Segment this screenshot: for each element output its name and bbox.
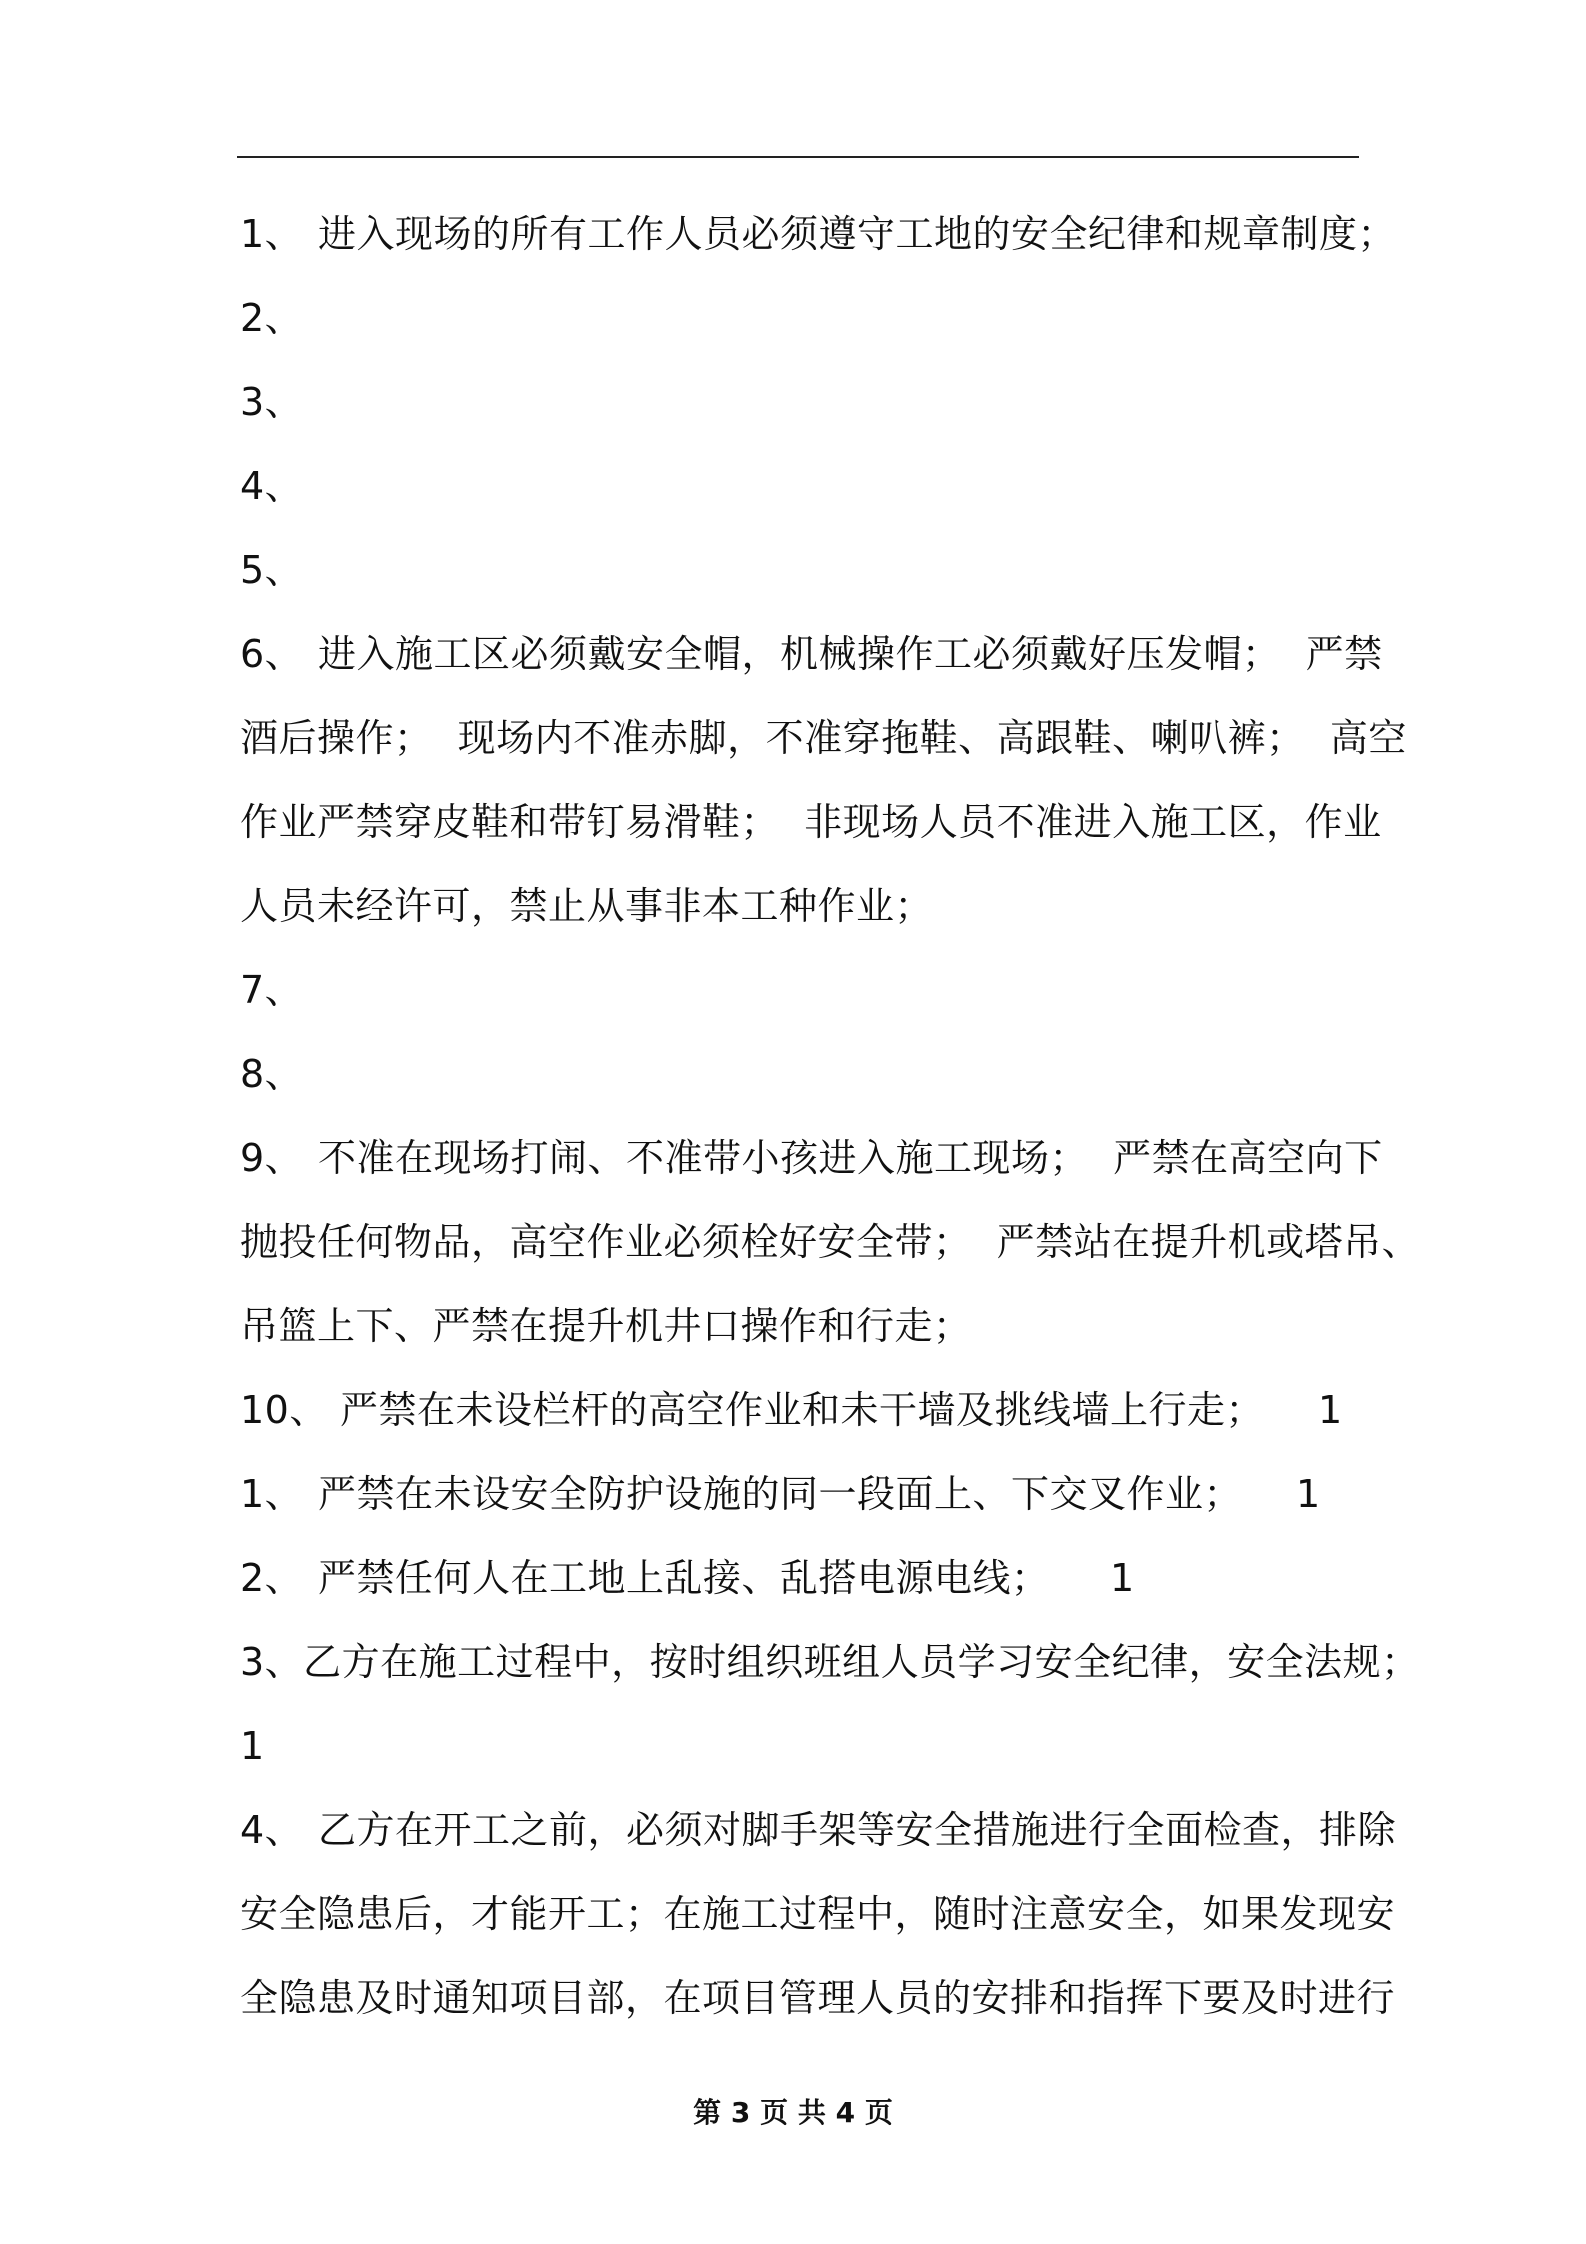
list-item: 3、乙方在施工过程中，按时组织班组人员学习安全纪律，安全法规； <box>240 1640 1420 1684</box>
text-line: 安全隐患后，才能开工；在施工过程中，随时注意安全，如果发现安 <box>240 1892 1396 1936</box>
list-item: 2、 <box>240 296 304 340</box>
text-line: 抛投任何物品，高空作业必须栓好安全带； 严禁站在提升机或塔吊、 <box>240 1220 1421 1264</box>
list-item: 3、 <box>240 380 304 424</box>
list-item: 4、 乙方在开工之前，必须对脚手架等安全措施进行全面检查，排除 <box>240 1808 1397 1852</box>
text-line: 全隐患及时通知项目部，在项目管理人员的安排和指挥下要及时进行 <box>240 1976 1396 2020</box>
list-item: 1、 严禁在未设安全防护设施的同一段面上、下交叉作业； <box>240 1472 1243 1516</box>
line-number-marker: 1 <box>1110 1556 1135 1600</box>
line-number-marker: 1 <box>240 1724 265 1768</box>
list-item: 6、 进入施工区必须戴安全帽，机械操作工必须戴好压发帽； 严禁 <box>240 632 1383 676</box>
header-rule <box>237 156 1359 158</box>
text-line: 酒后操作； 现场内不准赤脚，不准穿拖鞋、高跟鞋、喇叭裤； 高空 <box>240 716 1407 760</box>
list-item: 1、 进入现场的所有工作人员必须遵守工地的安全纪律和规章制度； <box>240 212 1397 256</box>
text-line: 作业严禁穿皮鞋和带钉易滑鞋； 非现场人员不准进入施工区，作业 <box>240 800 1382 844</box>
text-line: 人员未经许可，禁止从事非本工种作业； <box>240 884 934 928</box>
line-number-marker: 1 <box>1296 1472 1321 1516</box>
list-item: 8、 <box>240 1052 304 1096</box>
list-item: 7、 <box>240 968 304 1012</box>
list-item: 9、 不准在现场打闹、不准带小孩进入施工现场； 严禁在高空向下 <box>240 1136 1383 1180</box>
line-number-marker: 1 <box>1318 1388 1343 1432</box>
list-item: 10、 严禁在未设栏杆的高空作业和未干墙及挑线墙上行走； <box>240 1388 1265 1432</box>
list-item: 5、 <box>240 548 304 592</box>
list-item: 2、 严禁任何人在工地上乱接、乱搭电源电线； <box>240 1556 1050 1600</box>
text-line: 吊篮上下、严禁在提升机井口操作和行走； <box>240 1304 972 1348</box>
page-number-footer: 第 3 页 共 4 页 <box>693 2096 893 2129</box>
list-item: 4、 <box>240 464 304 508</box>
